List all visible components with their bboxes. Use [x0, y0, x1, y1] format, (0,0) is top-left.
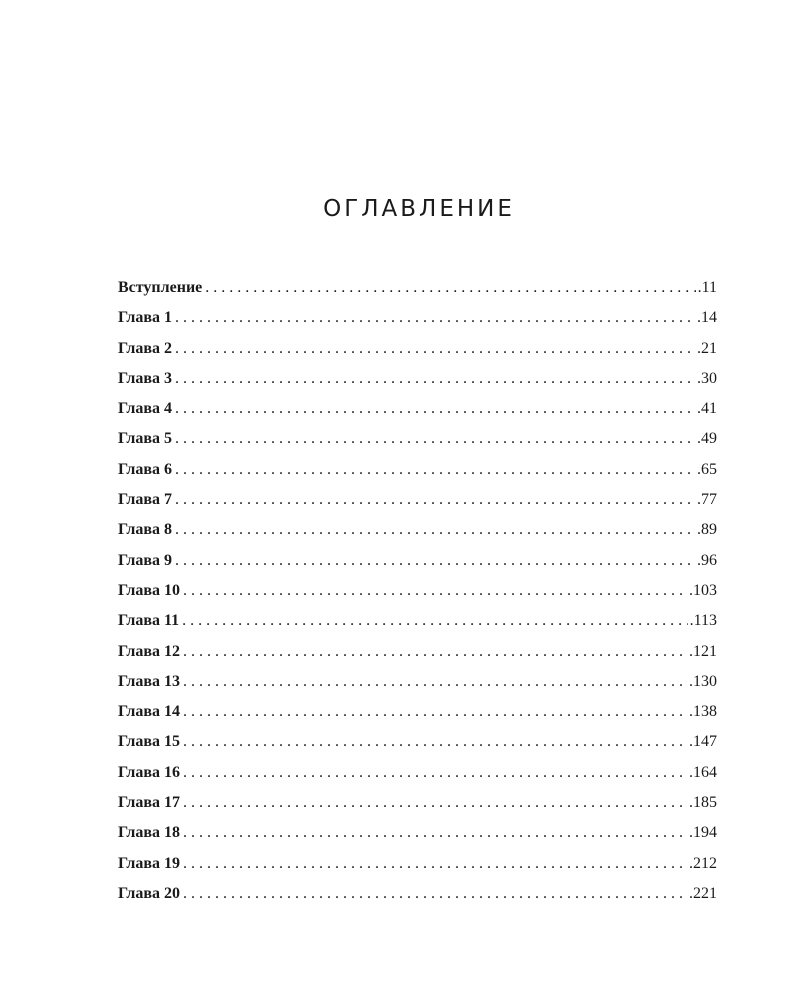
toc-entry[interactable]	[118, 518, 717, 548]
toc-entry-page: .77	[697, 491, 717, 509]
toc-entry-label: Глава 13	[118, 672, 180, 690]
toc-leader-dots	[182, 609, 687, 633]
toc-entry[interactable]	[118, 852, 717, 882]
toc-entry[interactable]	[118, 579, 717, 609]
toc-entry-page: .138	[689, 703, 717, 721]
toc-list	[118, 276, 717, 912]
toc-leader-dots	[183, 821, 687, 845]
toc-entry-page: .212	[689, 854, 717, 872]
toc-entry-label: Глава 16	[118, 763, 180, 781]
toc-leader-dots	[175, 397, 695, 421]
toc-title: ОГЛАВЛЕНИЕ	[323, 196, 515, 222]
toc-entry-label: Глава 10	[118, 581, 180, 599]
toc-entry-page: .185	[689, 794, 717, 812]
toc-entry-page: .21	[697, 339, 717, 357]
toc-entry[interactable]	[118, 427, 717, 457]
toc-entry[interactable]	[118, 882, 717, 912]
toc-leader-dots	[175, 518, 695, 542]
toc-leader-dots	[175, 337, 695, 361]
toc-entry-page: .14	[697, 309, 717, 327]
toc-entry[interactable]	[118, 821, 717, 851]
toc-leader-dots	[175, 427, 695, 451]
toc-entry-page: .96	[697, 551, 717, 569]
toc-leader-dots	[183, 852, 687, 876]
toc-entry-label: Глава 2	[118, 339, 172, 357]
toc-entry-page: .49	[697, 430, 717, 448]
toc-entry[interactable]	[118, 791, 717, 821]
toc-entry[interactable]	[118, 337, 717, 367]
toc-entry-label: Глава 19	[118, 854, 180, 872]
toc-entry-label: Глава 14	[118, 703, 180, 721]
toc-entry-label: Глава 1	[118, 309, 172, 327]
toc-entry-label: Глава 12	[118, 642, 180, 660]
toc-leader-dots	[183, 730, 687, 754]
toc-entry-page: .121	[689, 642, 717, 660]
toc-leader-dots	[205, 276, 695, 300]
toc-entry[interactable]	[118, 549, 717, 579]
toc-leader-dots	[183, 761, 687, 785]
toc-entry[interactable]	[118, 730, 717, 760]
toc-entry-label: Глава 6	[118, 460, 172, 478]
toc-entry[interactable]	[118, 306, 717, 336]
toc-entry[interactable]	[118, 367, 717, 397]
toc-leader-dots	[183, 640, 687, 664]
toc-entry-label: Глава 18	[118, 824, 180, 842]
toc-leader-dots	[175, 549, 695, 573]
toc-entry-label: Глава 3	[118, 369, 172, 387]
toc-entry[interactable]	[118, 276, 717, 306]
toc-entry-label: Глава 17	[118, 794, 180, 812]
toc-leader-dots	[183, 882, 687, 906]
toc-leader-dots	[175, 306, 695, 330]
toc-entry-page: .30	[697, 369, 717, 387]
toc-entry[interactable]	[118, 640, 717, 670]
toc-entry-label: Глава 20	[118, 884, 180, 902]
toc-entry-label: Глава 9	[118, 551, 172, 569]
toc-entry[interactable]	[118, 488, 717, 518]
toc-entry-label: Вступление	[118, 279, 203, 296]
toc-entry-label: Глава 15	[118, 733, 180, 751]
toc-entry-page: .11	[697, 279, 717, 296]
toc-entry-label: Глава 5	[118, 430, 172, 448]
toc-entry-page: .89	[697, 521, 717, 539]
toc-entry-label: Глава 8	[118, 521, 172, 539]
toc-leader-dots	[175, 488, 695, 512]
toc-leader-dots	[183, 579, 687, 603]
toc-entry[interactable]	[118, 397, 717, 427]
toc-entry-page: .164	[689, 763, 717, 781]
toc-entry-page: .194	[689, 824, 717, 842]
toc-leader-dots	[183, 791, 687, 815]
toc-entry-label: Глава 7	[118, 491, 172, 509]
toc-leader-dots	[183, 670, 687, 694]
toc-leader-dots	[183, 700, 687, 724]
toc-leader-dots	[175, 367, 695, 391]
toc-entry[interactable]	[118, 609, 717, 639]
toc-entry-page: .41	[697, 400, 717, 418]
toc-entry-label: Глава 11	[118, 612, 180, 630]
toc-entry-page: .221	[689, 884, 717, 902]
toc-entry-page: .147	[689, 733, 717, 751]
toc-entry[interactable]	[118, 761, 717, 791]
toc-entry-page: .65	[697, 460, 717, 478]
toc-entry-label: Глава 4	[118, 400, 172, 418]
toc-entry[interactable]	[118, 670, 717, 700]
toc-leader-dots	[175, 458, 695, 482]
toc-entry[interactable]	[118, 458, 717, 488]
toc-entry[interactable]	[118, 700, 717, 730]
toc-entry-page: .103	[689, 581, 717, 599]
toc-entry-page: .130	[689, 672, 717, 690]
toc-entry-page: .113	[689, 612, 717, 630]
